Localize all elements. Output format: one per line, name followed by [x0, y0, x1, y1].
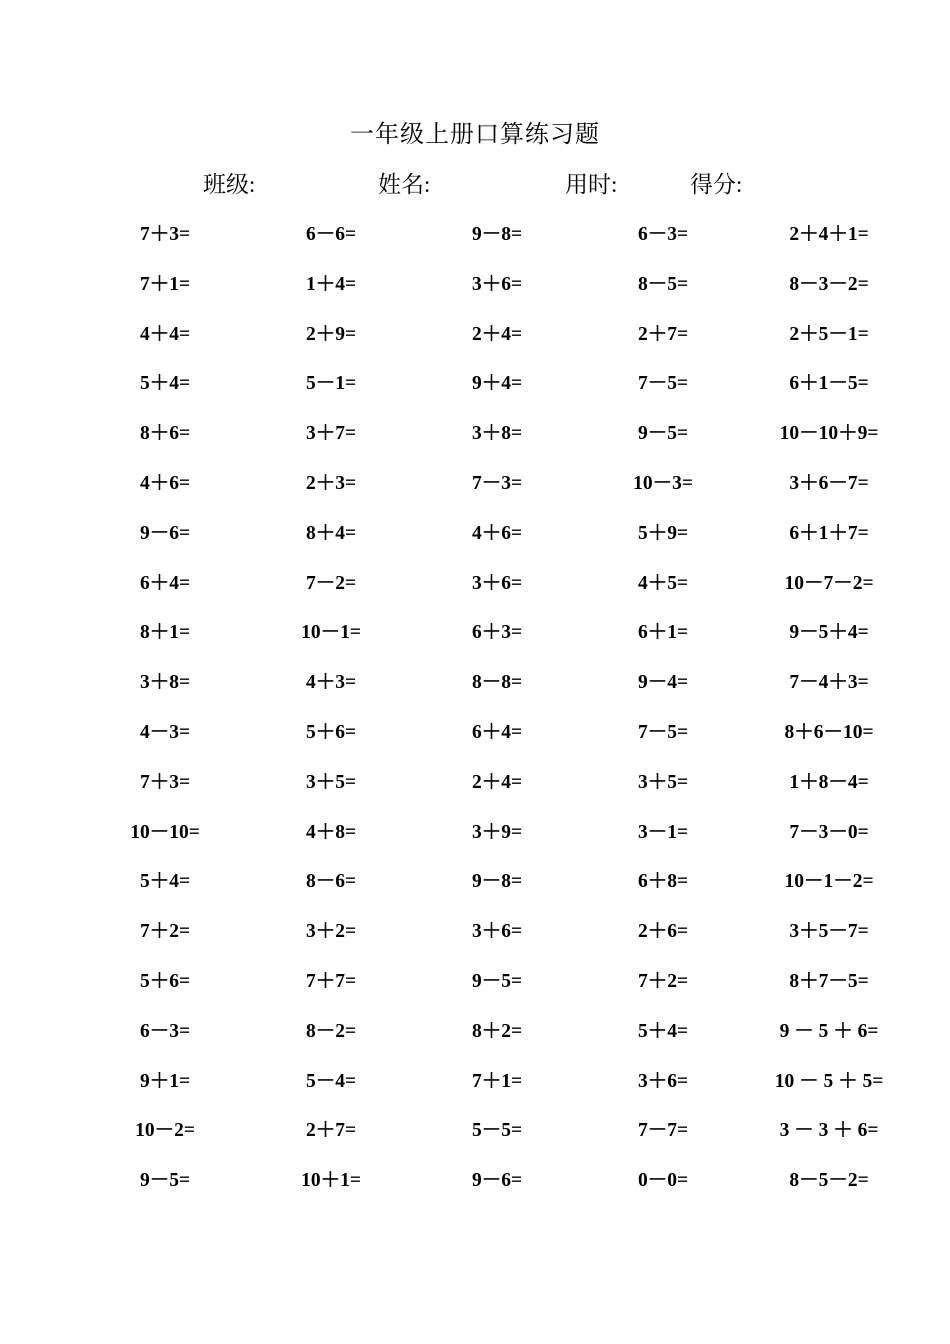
- problem-item: 4＋4=: [139, 323, 191, 345]
- problem-item: 8＋7－5=: [789, 970, 869, 992]
- problem-row: [82, 718, 912, 768]
- problem-item: 6＋8=: [637, 871, 689, 893]
- problem-item: 7－5=: [637, 721, 689, 743]
- problem-item: 7＋1=: [471, 1070, 523, 1092]
- problem-item: 8＋2=: [471, 1020, 523, 1042]
- problem-item: 3＋9=: [471, 821, 523, 843]
- problem-item: 5－4=: [305, 1070, 357, 1092]
- problem-item: 5＋6=: [305, 721, 357, 743]
- problem-item: 10－2=: [135, 1120, 195, 1142]
- problem-item: 8＋6－10=: [784, 721, 874, 743]
- problem-row: [82, 768, 912, 818]
- problem-item: 6－3=: [637, 224, 689, 245]
- problem-item: 6＋1=: [637, 622, 689, 644]
- problem-item: 8－5=: [637, 273, 689, 295]
- problem-row: [82, 519, 912, 569]
- problem-row: [82, 270, 912, 320]
- problem-row: [82, 818, 912, 868]
- problem-item: 8－3－2=: [789, 273, 869, 295]
- problem-item: 6＋1－5=: [789, 373, 869, 395]
- problem-item: 2＋7=: [637, 323, 689, 345]
- problem-item: 9－5=: [471, 970, 523, 992]
- time-label: 用时:: [565, 172, 618, 197]
- problem-item: 10－10＋9=: [779, 423, 879, 445]
- problem-row: [82, 967, 912, 1017]
- problem-item: 3＋6=: [471, 273, 523, 295]
- problem-item: 6＋4=: [471, 721, 523, 743]
- problem-item: 3＋6=: [637, 1070, 689, 1092]
- problem-item: 6＋3=: [471, 622, 523, 644]
- problem-item: 3 － 3 ＋ 6=: [779, 1120, 879, 1142]
- problem-item: 7－7=: [637, 1120, 689, 1142]
- problem-row: [82, 867, 912, 917]
- problem-row: [82, 419, 912, 469]
- problem-item: 6－6=: [305, 224, 357, 245]
- problem-row: [82, 668, 912, 718]
- problem-item: 1＋4=: [305, 273, 357, 295]
- problem-item: 7－3=: [471, 472, 523, 494]
- problem-item: 5－5=: [471, 1120, 523, 1142]
- problem-item: 7＋3=: [139, 224, 191, 245]
- problem-item: 7－4＋3=: [789, 672, 869, 694]
- problem-item: 9－5=: [139, 1170, 191, 1192]
- problem-item: 9－8=: [471, 871, 523, 893]
- class-label: 班级:: [203, 172, 256, 197]
- problem-row: [82, 220, 912, 270]
- name-label: 姓名:: [378, 172, 431, 197]
- problem-item: 9 － 5 ＋ 6=: [779, 1020, 879, 1042]
- problem-item: 3＋8=: [139, 672, 191, 694]
- problem-item: 7＋1=: [139, 273, 191, 295]
- problem-item: 2＋7=: [305, 1120, 357, 1142]
- problem-row: [82, 917, 912, 967]
- problem-item: 9－6=: [139, 522, 191, 544]
- problem-item: 9－4=: [637, 672, 689, 694]
- problem-grid: [82, 220, 912, 1216]
- problem-item: 8－8=: [471, 672, 523, 694]
- problem-item: 3＋8=: [471, 423, 523, 445]
- problem-item: 7－5=: [637, 373, 689, 395]
- problem-item: 2＋4=: [471, 771, 523, 793]
- problem-item: 3＋6=: [471, 572, 523, 594]
- problem-item: 7＋2=: [139, 921, 191, 943]
- problem-item: 9－6=: [471, 1170, 523, 1192]
- problem-item: 5＋4=: [139, 871, 191, 893]
- problem-item: 7＋7=: [305, 970, 357, 992]
- problem-item: 6＋4=: [139, 572, 191, 594]
- problem-item: 2＋9=: [305, 323, 357, 345]
- problem-item: 10－7－2=: [784, 572, 874, 594]
- problem-item: 3＋5=: [637, 771, 689, 793]
- problem-item: 10－1－2=: [784, 871, 874, 893]
- problem-row: [82, 618, 912, 668]
- problem-item: 4＋6=: [139, 472, 191, 494]
- problem-row: [82, 569, 912, 619]
- problem-item: 8－6=: [305, 871, 357, 893]
- problem-item: 9－8=: [471, 224, 523, 245]
- problem-item: 9＋4=: [471, 373, 523, 395]
- problem-item: 3＋6=: [471, 921, 523, 943]
- problem-item: 3＋5－7=: [789, 921, 869, 943]
- problem-item: 10－3=: [633, 472, 693, 494]
- problem-item: 4＋5=: [637, 572, 689, 594]
- problem-item: 7＋3=: [139, 771, 191, 793]
- problem-row: [82, 469, 912, 519]
- problem-item: 3＋2=: [305, 921, 357, 943]
- problem-item: 2＋4＋1=: [789, 224, 869, 245]
- problem-item: 8－5－2=: [789, 1170, 869, 1192]
- problem-item: 10 － 5 ＋ 5=: [774, 1070, 884, 1092]
- problem-item: 10－1=: [301, 622, 361, 644]
- problem-item: 2＋6=: [637, 921, 689, 943]
- problem-item: 9＋1=: [139, 1070, 191, 1092]
- problem-row: [82, 369, 912, 419]
- problem-item: 0－0=: [637, 1170, 689, 1192]
- score-label: 得分:: [690, 172, 743, 197]
- problem-item: 6－3=: [139, 1020, 191, 1042]
- problem-item: 8－2=: [305, 1020, 357, 1042]
- problem-item: 4－3=: [139, 721, 191, 743]
- problem-item: 9－5＋4=: [789, 622, 869, 644]
- problem-item: 4＋3=: [305, 672, 357, 694]
- problem-item: 4＋8=: [305, 821, 357, 843]
- problem-item: 5－1=: [305, 373, 357, 395]
- problem-row: [82, 320, 912, 370]
- problem-item: 1＋8－4=: [789, 771, 869, 793]
- problem-row: [82, 1116, 912, 1166]
- problem-item: 8＋6=: [139, 423, 191, 445]
- problem-item: 3－1=: [637, 821, 689, 843]
- problem-item: 2＋5－1=: [789, 323, 869, 345]
- problem-item: 6＋1＋7=: [789, 522, 869, 544]
- problem-item: 7＋2=: [637, 970, 689, 992]
- problem-item: 8＋4=: [305, 522, 357, 544]
- problem-item: 9－5=: [637, 423, 689, 445]
- problem-row: [82, 1166, 912, 1216]
- problem-row: [82, 1067, 912, 1117]
- problem-item: 3＋7=: [305, 423, 357, 445]
- page-title: 一年级上册口算练习题: [350, 122, 600, 148]
- problem-item: 5＋6=: [139, 970, 191, 992]
- problem-item: 3＋6－7=: [789, 472, 869, 494]
- problem-item: 2＋4=: [471, 323, 523, 345]
- problem-item: 5＋4=: [637, 1020, 689, 1042]
- problem-row: [82, 1017, 912, 1067]
- problem-item: 10－10=: [130, 821, 200, 843]
- problem-item: 8＋1=: [139, 622, 191, 644]
- problem-item: 5＋9=: [637, 522, 689, 544]
- problem-item: 10＋1=: [301, 1170, 361, 1192]
- problem-item: 2＋3=: [305, 472, 357, 494]
- problem-item: 7－3－0=: [789, 821, 869, 843]
- problem-item: 7－2=: [305, 572, 357, 594]
- problem-item: 3＋5=: [305, 771, 357, 793]
- problem-item: 4＋6=: [471, 522, 523, 544]
- problem-item: 5＋4=: [139, 373, 191, 395]
